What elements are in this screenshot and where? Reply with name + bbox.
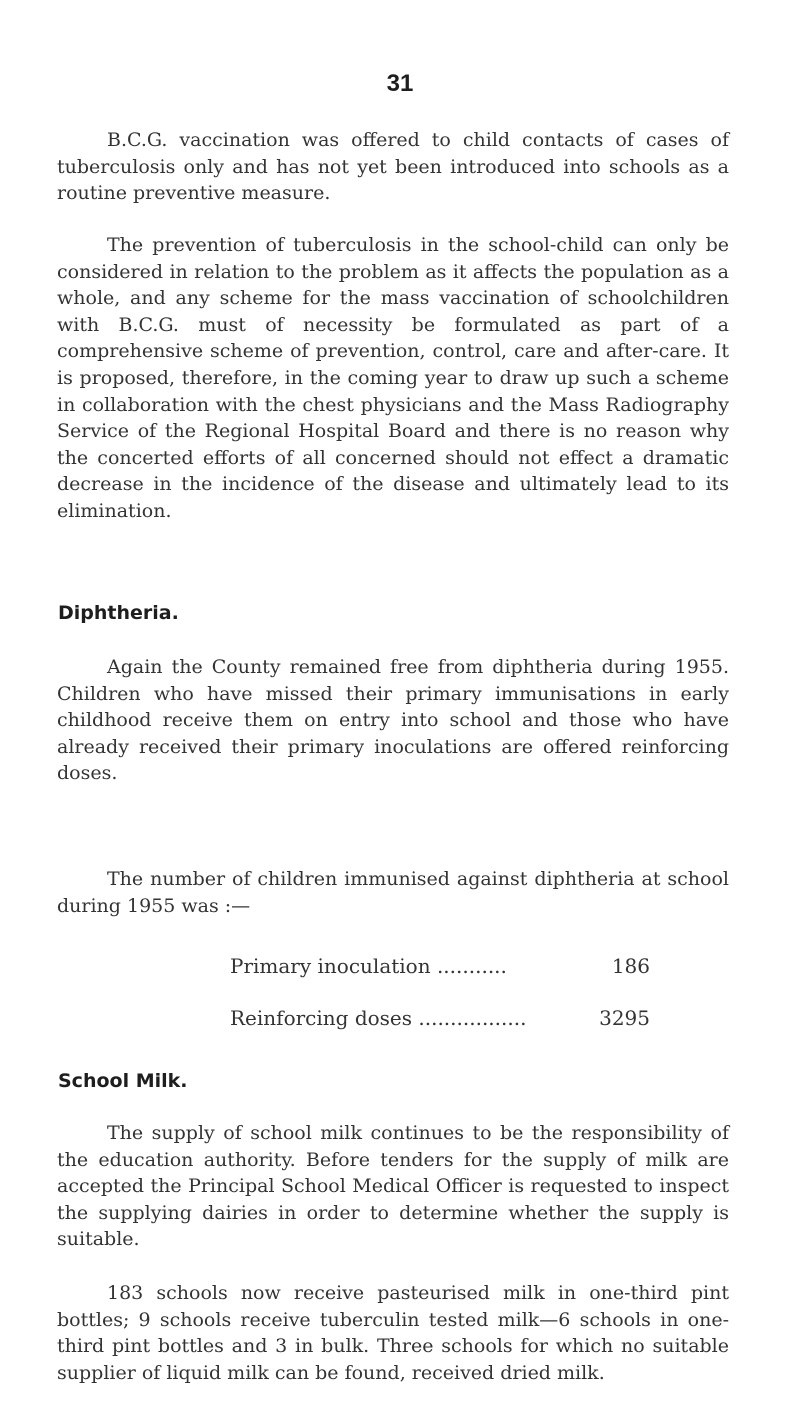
row-label: Reinforcing doses ................. [230,1006,527,1030]
row-label: Primary inoculation ........... [230,954,507,978]
diphtheria-count-intro: The number of children immunised against diphtheria at school during 1955 was :— [57,868,729,917]
page-number: 31 [386,70,414,97]
tuberculosis-prevention-paragraph: The prevention of tuberculosis in the school-child can only be considered in relation to the problem as it affects the population as a whole, and any scheme for the mass vaccination of schoolchildren with B.C.G. must of necessity be formulated as part of a comprehensive scheme of prevention, control, care and after-care. It is proposed, therefore, in the coming year to draw up such a scheme in collaboration with the chest physicians and the Mass Radiography Service of the Regional Hospital Board and there is no reason why the concerted efforts of all concerned should not effect a dramatic decrease in the incidence of the disease and ultimately lead to its elimination. [57,234,729,522]
school-milk-paragraph-1: The supply of school milk continues to be the responsibility of the education authority. Before tenders for the supply of milk are accepted the Principal School Medical Officer is requested to inspect the supplying dairies in order to determine whether the supply is suitable. [57,1122,729,1251]
diphtheria-paragraph: Again the County remained free from diphtheria during 1955. Children who have missed their primary immunisations in early childhood receive them on entry into school and those who have already received their primary inoculations are offered reinforcing doses. [57,656,729,785]
row-value: 186 [611,954,650,978]
diphtheria-heading: Diphtheria. [58,602,179,624]
immunisation-row-reinforcing [230,1004,660,1032]
row-value: 3295 [599,1006,650,1030]
school-milk-heading: School Milk. [58,1070,188,1092]
school-milk-paragraph-2: 183 schools now receive pasteurised milk in one-third pint bottles; 9 schools receive tuberculin tested milk—6 schools in one-third pint bottles and 3 in bulk. Three schools for which no suitable supplier of liquid milk can be found, received dried milk. [57,1282,729,1384]
immunisation-row-primary [230,952,660,980]
bcg-vaccination-paragraph: B.C.G. vaccination was offered to child contacts of cases of tuberculosis only and has not yet been introduced into schools as a routine preventive measure. [57,129,729,205]
